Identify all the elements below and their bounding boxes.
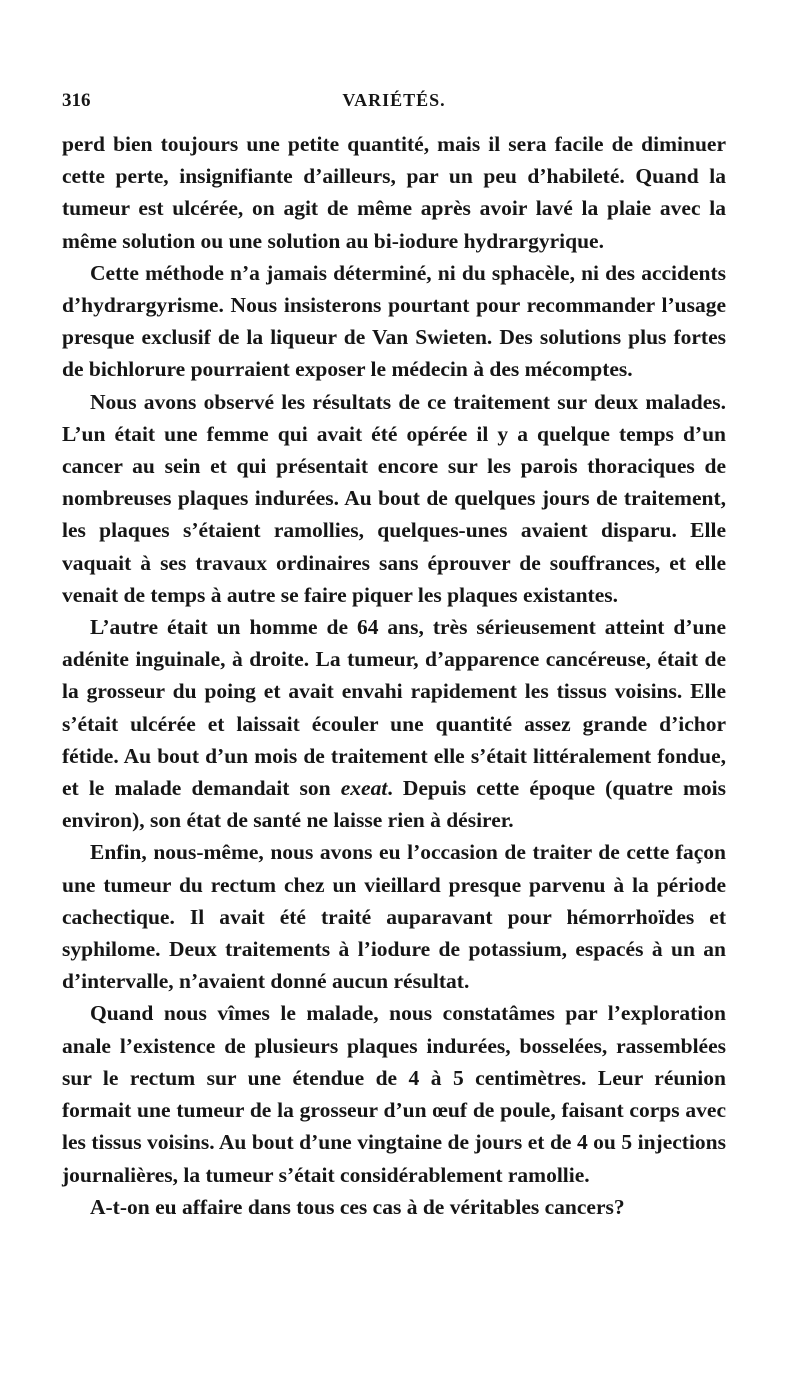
paragraph-text: . Depuis cette époque (quatre mois environ), son état de santé ne laisse rien à désirer. — [62, 776, 726, 833]
running-header — [62, 84, 726, 114]
paragraph-second-case — [62, 611, 726, 836]
page-number: 316 — [62, 90, 91, 111]
italic-term: exeat — [340, 776, 388, 801]
paragraph-continuation — [62, 128, 726, 257]
paragraph-first-case — [62, 386, 726, 611]
document-page — [62, 84, 726, 1344]
paragraph-exploration — [62, 997, 726, 1190]
paragraph-method — [62, 257, 726, 386]
body-text — [62, 128, 726, 1223]
paragraph-text: perd bien toujours une petite quantité, mais il sera facile de diminuer cette perte, insignifiante d’ailleurs, par un peu d’habileté. Quand la tumeur est ulcérée, on agit de même après avoir lavé la plaie avec la même solution ou une solution au bi-iodure hydrargyrique. — [62, 132, 726, 253]
paragraph-rectum-tumor — [62, 836, 726, 997]
paragraph-text: L’autre était un homme de 64 ans, très sérieusement atteint d’une adénite inguinale, à droite. La tumeur, d’apparence cancéreuse, était de la grosseur du poing et avait envahi rapidement les tissus voisins. Elle s’était ulcérée et laissait écouler une quantité assez grande d’ichor fétide. Au bout d’un mois de traitement elle s’était littéralement fondue, et le malade demandait son — [62, 615, 726, 801]
paragraph-question — [62, 1191, 726, 1223]
paragraph-text: Enfin, nous-même, nous avons eu l’occasion de traiter de cette façon une tumeur du rectum chez un vieillard presque parvenu à la période cachectique. Il avait été traité auparavant pour hémorrhoïdes et syphilome. Deux traitements à l’iodure de potassium, espacés à un an d’intervalle, n’avaient donné aucun résultat. — [62, 840, 726, 994]
paragraph-text: A-t-on eu affaire dans tous ces cas à de véritables cancers? — [90, 1194, 625, 1219]
paragraph-text: Nous avons observé les résultats de ce traitement sur deux malades. L’un était une femme qui avait été opérée il y a quelque temps d’un cancer au sein et qui présentait encore sur les parois thoraciques de nombreuses plaques indurées. Au bout de quelques jours de traitement, les plaques s’étaient ramollies, quelques-unes avaient disparu. Elle vaquait à ses travaux ordinaires sans éprouver de souffrances, et elle venait de temps à autre se faire piquer les plaques existantes. — [62, 389, 726, 607]
section-title: VARIÉTÉS. — [342, 90, 446, 110]
paragraph-text: Quand nous vîmes le malade, nous constatâmes par l’exploration anale l’existence de plusieurs plaques indurées, bosselées, rassemblées sur le rectum sur une étendue de 4 à 5 centimètres. Leur réunion formait une tumeur de la grosseur d’un œuf de poule, faisant corps avec les tissus voisins. Au bout d’une vingtaine de jours et de 4 ou 5 injections journalières, la tumeur s’était considérablement ramollie. — [62, 1001, 726, 1187]
paragraph-text: Cette méthode n’a jamais déterminé, ni du sphacèle, ni des accidents d’hydrargyrisme. Nous insisterons pourtant pour recommander l’usage presque exclusif de la liqueur de Van Swieten. Des solutions plus fortes de bichlorure pourraient exposer le médecin à des mécomptes. — [62, 260, 726, 382]
